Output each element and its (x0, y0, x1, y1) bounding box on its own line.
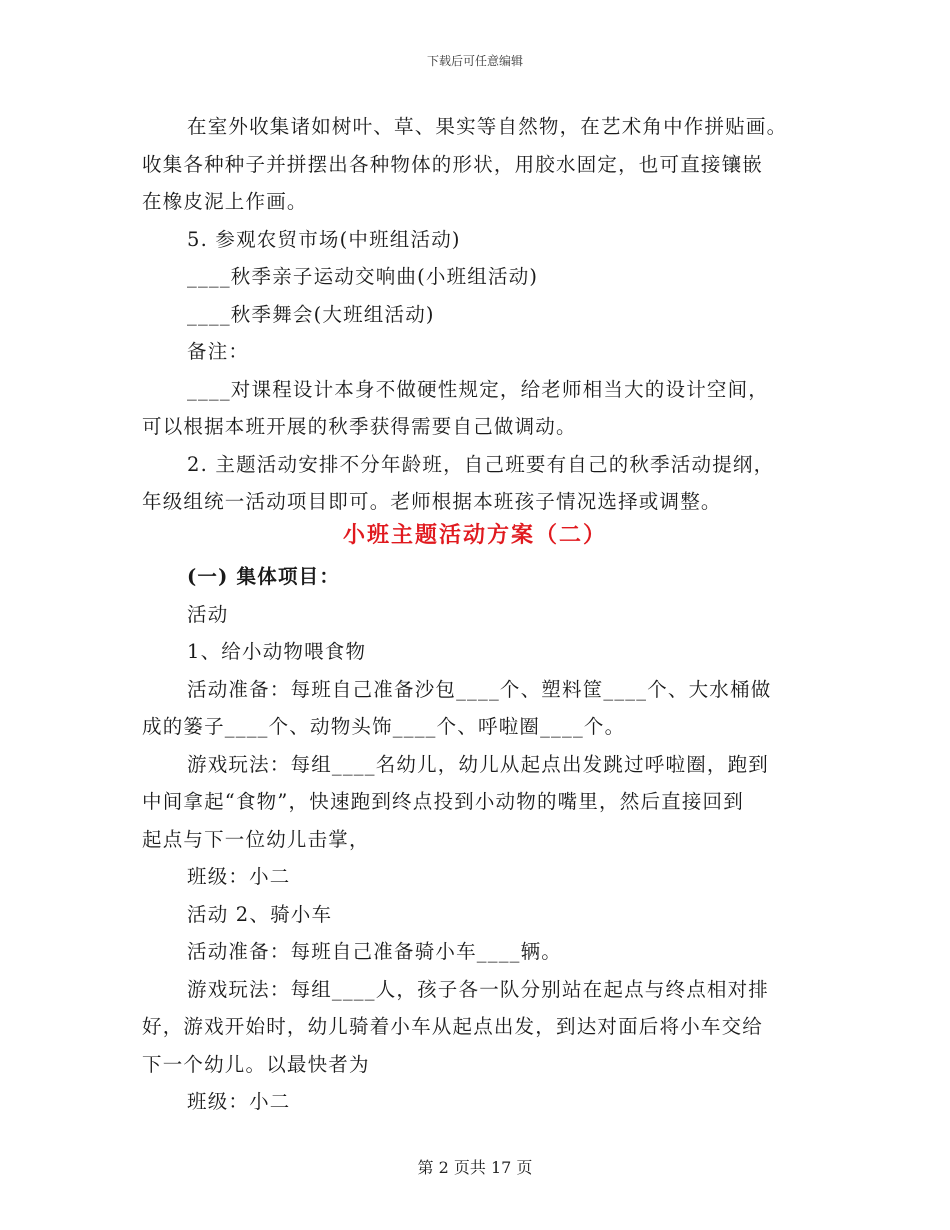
paragraph-line: 游戏玩法：每组____人，孩子各一队分别站在起点与终点相对排 (187, 977, 770, 1001)
paragraph-line: 在室外收集诸如树叶、草、果实等自然物，在艺术角中作拼贴画。 (187, 115, 788, 138)
paragraph-line: 游戏玩法：每组____名幼儿，幼儿从起点出发跳过呼啦圈，跑到 (187, 752, 770, 776)
subheading: (一) 集体项目： (187, 565, 341, 588)
paragraph-line: 可以根据本班开展的秋季获得需要自己做调动。 (142, 415, 577, 438)
section-autumn-activities (142, 108, 812, 521)
paragraph-line: 5. 参观农贸市场(中班组活动) (187, 227, 461, 251)
paragraph-line: 在橡皮泥上作画。 (142, 190, 308, 213)
paragraph-line: 2. 主题活动安排不分年龄班，自己班要有自己的秋季活动提纲， (187, 452, 775, 476)
notes-label: 备注： (187, 340, 250, 363)
paragraph-line: 活动准备：每班自己准备沙包____个、塑料筐____个、大水桶做 (187, 677, 772, 701)
paragraph-line: 起点与下一位幼儿击掌， (142, 827, 370, 851)
activity-heading: 活动 2、骑小车 (187, 902, 333, 926)
page-footer: 第 2 页共 17 页 (417, 1158, 533, 1177)
class-label: 班级：小二 (187, 1090, 291, 1113)
section-title: 小班主题活动方案（二） (342, 523, 607, 548)
paragraph-line: ____对课程设计本身不做硬性规定，给老师相当大的设计空间， (187, 377, 770, 401)
section-activity-plan (142, 558, 812, 1121)
paragraph-line: 年级组统一活动项目即可。老师根据本班孩子情况选择或调整。 (142, 490, 722, 513)
paragraph-line: 活动准备：每班自己准备骑小车____辆。 (187, 940, 563, 963)
paragraph-line: 下一个幼儿。以最快者为 (142, 1052, 370, 1076)
activity-heading: 1、给小动物喂食物 (187, 640, 367, 663)
paragraph-line: 收集各种种子并拼摆出各种物体的形状，用胶水固定，也可直接镶嵌 (142, 152, 764, 176)
paragraph-line: 好，游戏开始时，幼儿骑着小车从起点出发，到达对面后将小车交给 (142, 1015, 764, 1038)
paragraph-line: ____秋季舞会(大班组活动) (187, 302, 435, 326)
paragraph-line: 成的篓子____个、动物头饰____个、呼啦圈____个。 (142, 715, 626, 738)
paragraph-line: 活动 (187, 602, 229, 626)
paragraph-line: ____秋季亲子运动交响曲(小班组活动) (187, 265, 539, 288)
paragraph-line: 中间拿起“食物”，快速跑到终点投到小动物的嘴里，然后直接回到 (142, 790, 744, 813)
page-header: 下载后可任意编辑 (426, 54, 523, 68)
class-label: 班级：小二 (187, 865, 291, 888)
